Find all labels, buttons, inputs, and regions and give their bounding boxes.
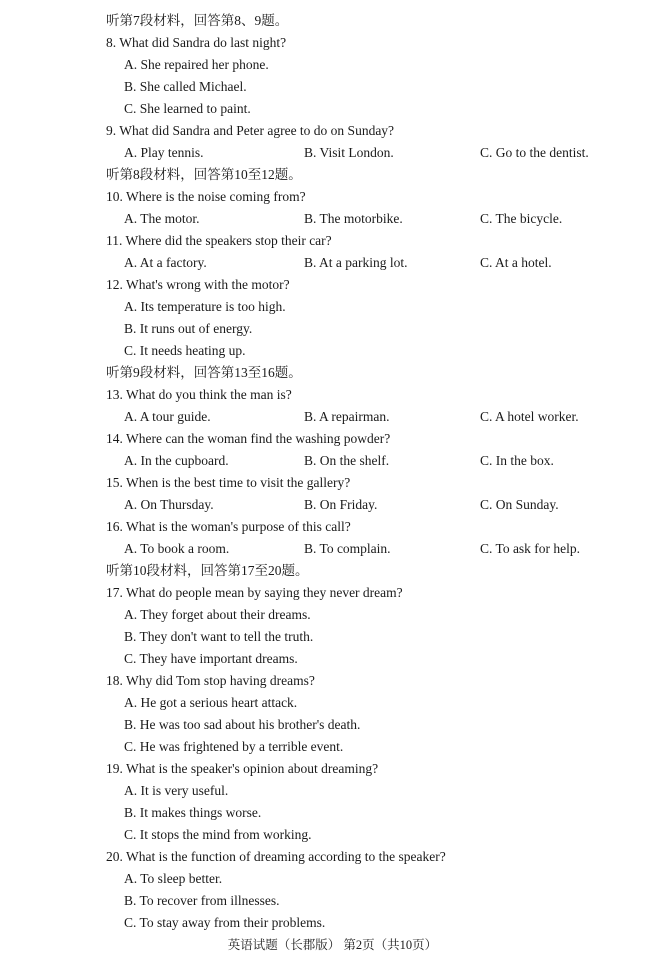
question-11: 11. Where did the speakers stop their car? bbox=[106, 233, 332, 248]
question-9: 9. What did Sandra and Peter agree to do on Sunday? bbox=[106, 123, 395, 138]
q16-option-b: B. To complain. bbox=[304, 541, 391, 556]
q8-option-c: C. She learned to paint. bbox=[124, 101, 251, 116]
q17-option-c: C. They have important dreams. bbox=[124, 651, 298, 666]
q13-option-a: A. A tour guide. bbox=[124, 409, 211, 424]
page-footer: 英语试题（长郡版） 第2页（共10页） bbox=[227, 938, 438, 952]
question-19: 19. What is the speaker's opinion about dreaming? bbox=[106, 761, 379, 776]
q19-option-b: B. It makes things worse. bbox=[124, 805, 262, 820]
q20-option-b: B. To recover from illnesses. bbox=[124, 893, 280, 908]
q15-option-a: A. On Thursday. bbox=[124, 497, 214, 512]
q19-option-c: C. It stops the mind from working. bbox=[124, 827, 312, 842]
q14-option-c: C. In the box. bbox=[480, 453, 554, 468]
q11-option-a: A. At a factory. bbox=[124, 255, 207, 270]
question-16: 16. What is the woman's purpose of this call? bbox=[106, 519, 351, 534]
q15-options bbox=[0, 494, 665, 516]
q11-option-c: C. At a hotel. bbox=[480, 255, 552, 270]
q14-options bbox=[0, 450, 665, 472]
q8-option-a: A. She repaired her phone. bbox=[124, 57, 269, 72]
q16-options bbox=[0, 538, 665, 560]
question-18: 18. Why did Tom stop having dreams? bbox=[106, 673, 315, 688]
q15-option-b: B. On Friday. bbox=[304, 497, 378, 512]
q10-option-c: C. The bicycle. bbox=[480, 211, 563, 226]
q13-option-b: B. A repairman. bbox=[304, 409, 390, 424]
q17-option-b: B. They don't want to tell the truth. bbox=[124, 629, 314, 644]
q14-option-b: B. On the shelf. bbox=[304, 453, 390, 468]
q10-option-b: B. The motorbike. bbox=[304, 211, 403, 226]
section-heading-8: 听第8段材料，回答第10至12题。 bbox=[106, 167, 302, 182]
question-14: 14. Where can the woman find the washing powder? bbox=[106, 431, 391, 446]
q13-option-c: C. A hotel worker. bbox=[480, 409, 579, 424]
question-12: 12. What's wrong with the motor? bbox=[106, 277, 290, 292]
question-15: 15. When is the best time to visit the gallery? bbox=[106, 475, 351, 490]
question-13: 13. What do you think the man is? bbox=[106, 387, 292, 402]
question-17: 17. What do people mean by saying they never dream? bbox=[106, 585, 403, 600]
q19-option-a: A. It is very useful. bbox=[124, 783, 229, 798]
q16-option-a: A. To book a room. bbox=[124, 541, 230, 556]
q11-options bbox=[0, 252, 665, 274]
q9-option-a: A. Play tennis. bbox=[124, 145, 204, 160]
section-heading-10: 听第10段材料，回答第17至20题。 bbox=[106, 563, 309, 578]
q9-option-b: B. Visit London. bbox=[304, 145, 394, 160]
q10-options bbox=[0, 208, 665, 230]
question-10: 10. Where is the noise coming from? bbox=[106, 189, 306, 204]
q18-option-a: A. He got a serious heart attack. bbox=[124, 695, 298, 710]
question-8: 8. What did Sandra do last night? bbox=[106, 35, 287, 50]
q9-options bbox=[0, 142, 665, 164]
q15-option-c: C. On Sunday. bbox=[480, 497, 559, 512]
q8-option-b: B. She called Michael. bbox=[124, 79, 247, 94]
q12-option-b: B. It runs out of energy. bbox=[124, 321, 253, 336]
q11-option-b: B. At a parking lot. bbox=[304, 255, 408, 270]
q10-option-a: A. The motor. bbox=[124, 211, 200, 226]
question-20: 20. What is the function of dreaming according to the speaker? bbox=[106, 849, 446, 864]
q18-option-b: B. He was too sad about his brother's death. bbox=[124, 717, 361, 732]
q13-options bbox=[0, 406, 665, 428]
section-heading-9: 听第9段材料，回答第13至16题。 bbox=[106, 365, 302, 380]
q17-option-a: A. They forget about their dreams. bbox=[124, 607, 311, 622]
q18-option-c: C. He was frightened by a terrible event. bbox=[124, 739, 344, 754]
section-heading-7: 听第7段材料，回答第8、9题。 bbox=[106, 13, 289, 28]
q12-option-c: C. It needs heating up. bbox=[124, 343, 246, 358]
q14-option-a: A. In the cupboard. bbox=[124, 453, 229, 468]
q16-option-c: C. To ask for help. bbox=[480, 541, 581, 556]
q20-option-a: A. To sleep better. bbox=[124, 871, 223, 886]
q9-option-c: C. Go to the dentist. bbox=[480, 145, 589, 160]
q12-option-a: A. Its temperature is too high. bbox=[124, 299, 286, 314]
q20-option-c: C. To stay away from their problems. bbox=[124, 915, 326, 930]
